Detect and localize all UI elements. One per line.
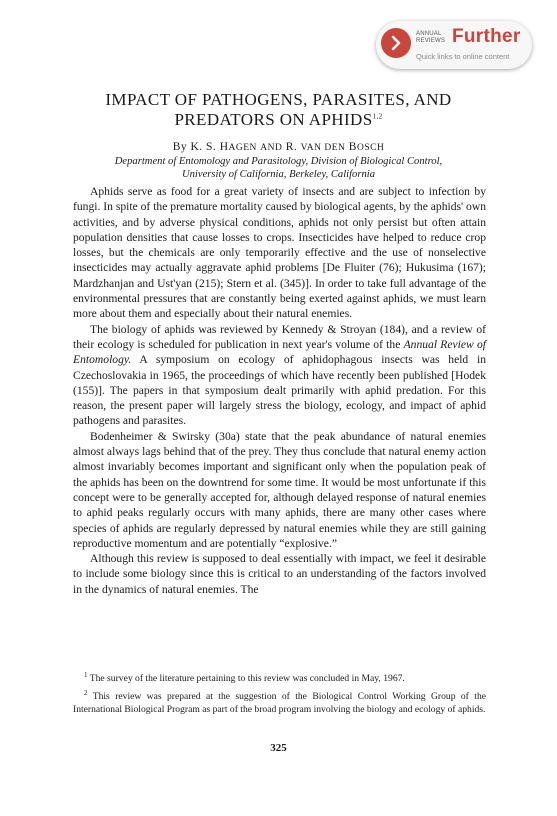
badge-circle bbox=[381, 28, 411, 58]
chevron-right-icon bbox=[388, 35, 404, 51]
authors-line: By K. S. HAGEN AND R. VAN DEN BOSCH bbox=[172, 141, 385, 153]
paragraph-1: Aphids serve as food for a great variety of insects and are subject to infection by fungi. In spite of the premature mortality caused by biological agents, by the aphids' own activities, and by adverse physical conditions, aphids not only persist but often attain population densities that cause losses to crops. Insecticides have helped to reduce crop losses, but the chemicals are only temporarily effective and the use of nonselective insecticides may actually aggravate aphid problems [De Fluiter (76); Hukusima (167); Mardzhanjan and Ust'yan (215); Stern et al. (345)]. In order to take full advantage of the environmental pressures that are constantly being exerted against aphids, we must learn more about them and especially about their natural enemies. bbox=[73, 185, 486, 321]
title-footnote-marks: 1,2 bbox=[372, 112, 383, 121]
footnote-2: $^2$ This review was prepared at the suggestion of the Biological Control Working Group of the International Biological Program as part of the broad program involving the biology and ecology of aphids. bbox=[73, 688, 486, 715]
page-number: 325 bbox=[270, 742, 287, 754]
affiliation-line1: Department of Entomology and Parasitology, Division of Biological Control, bbox=[114, 156, 443, 167]
badge-further-label: Further bbox=[452, 26, 521, 47]
paragraph-3: Bodenheimer & Swirsky (30a) state that the peak abundance of natural enemies almost always lags behind that of the prey. They thus conclude that natural enemy action almost invariably becomes important and significant only when the population peak of the aphids has been on the downtrend for some time. It would be most unfortunate if this concept were to be generally accepted for, although delayed response of natural enemies to aphid peaks regularly occurs with many aphids, there are many other cases where species of aphids are regularly depressed by natural enemies while they are still gaining reproductive momentum and are potentially “explosive.” bbox=[73, 429, 486, 550]
paper-title-line1: IMPACT OF PATHOGENS, PARASITES, AND bbox=[105, 90, 452, 109]
paragraph-4: Although this review is supposed to deal essentially with impact, we feel it desirable to include some biology since this is critical to an understanding of the factors involved in the dynamics of natural enemies. The bbox=[73, 552, 486, 596]
further-badge[interactable] bbox=[376, 21, 532, 69]
journal-title: Annual Review of Entomology. bbox=[73, 337, 486, 367]
badge-publisher: ANNUAL REVIEWS bbox=[416, 31, 446, 44]
article-body bbox=[73, 184, 486, 597]
affiliation-line2: University of California, Berkeley, California bbox=[181, 169, 376, 180]
paragraph-2: The biology of aphids was reviewed by Kennedy & Stroyan (184), and a review of their ecology is scheduled for publication in next year's volume of the Annual Review of Entomology. A symposium on ecology of aphidophagous insects was held in Czechoslovakia in 1965, the proceedings of which have recently been published [Hodek (155)]. The papers in that symposium dealt primarily with aphid predation. For this reason, the present paper will largely stress the biology, ecology, and impact of aphid pathogens and parasites. bbox=[73, 322, 486, 428]
footnotes bbox=[73, 669, 486, 717]
footnote-1: $^1$ The survey of the literature pertaining to this review was concluded in May, 1967. bbox=[84, 671, 405, 685]
badge-subtitle: Quick links to online content bbox=[416, 52, 510, 61]
paper-title-line2: PREDATORS ON APHIDS$^{1,2}$ bbox=[174, 110, 383, 129]
